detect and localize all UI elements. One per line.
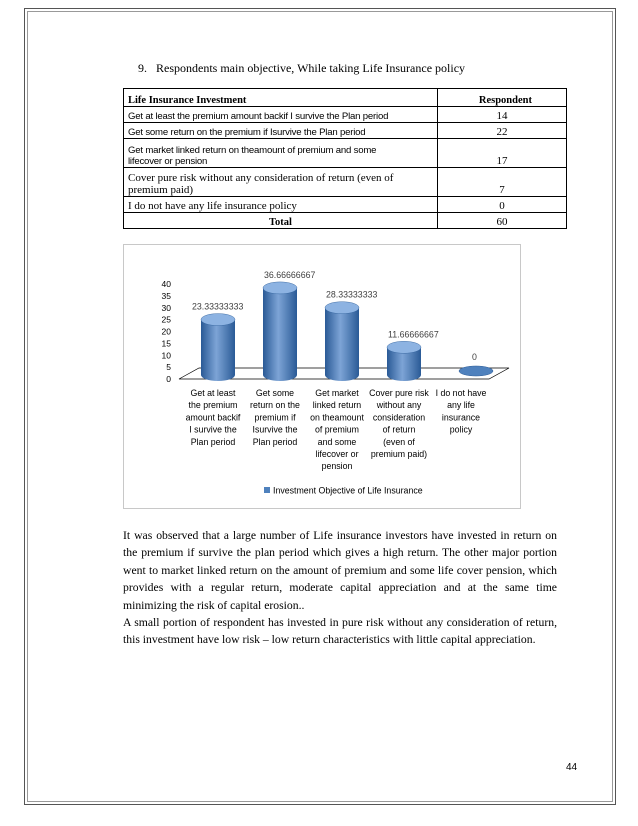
x-tick-label: Get some <box>255 388 295 398</box>
data-label: 28.33333333 <box>326 289 378 300</box>
table-row <box>124 168 567 197</box>
bar-top <box>387 341 421 353</box>
row-label-line1: Cover pure risk without any consideration of return (even of <box>128 172 394 184</box>
bar-top <box>459 366 493 376</box>
x-tick-label: I do not have <box>435 388 487 398</box>
x-tick-label: consideration <box>372 412 426 423</box>
row-label <box>124 139 438 168</box>
row-value: 0 <box>438 197 567 213</box>
x-tick-label: amount backif <box>185 412 241 423</box>
bar-top <box>201 314 235 326</box>
section-number: 9. <box>138 61 147 75</box>
data-label: 0 <box>472 352 477 362</box>
bar-chart <box>124 245 520 508</box>
row-value: 14 <box>438 107 567 123</box>
x-tick-label: policy <box>449 424 473 435</box>
x-tick-label: linked return <box>312 400 362 411</box>
x-tick-label: I survive the <box>189 424 237 435</box>
respondent-table <box>123 88 567 229</box>
x-tick-label: the premium <box>188 400 238 411</box>
table-row <box>124 107 567 123</box>
y-tick-label: 5 <box>166 362 171 373</box>
x-tick-label: of premium <box>315 424 359 435</box>
x-tick-label: Plan period <box>252 436 298 447</box>
x-tick-label: on theamount <box>310 412 364 423</box>
chart-container <box>123 244 521 509</box>
page-number: 44 <box>566 762 578 773</box>
bar-body <box>325 308 359 381</box>
x-tick-label: return on the <box>250 400 300 411</box>
legend-label: Investment Objective of Life Insurance <box>273 485 423 496</box>
row-label: I do not have any life insurance policy <box>124 197 438 213</box>
row-value: 7 <box>438 168 567 197</box>
table-header-row <box>124 89 567 107</box>
row-value: 17 <box>438 139 567 168</box>
paragraph: It was observed that a large number of Life insurance investors have invested in return on the premium if survive the plan period which gives a high return. The other major portion went to market linked return on the amount of premium and some life cover pension, which provides with a regular return, moderate capital appreciation and at the same time minimizing the risk of capital erosion.. <box>123 529 557 612</box>
table-row <box>124 139 567 168</box>
table-row <box>124 123 567 139</box>
x-tick-label: insurance <box>441 412 481 423</box>
body-text <box>123 527 557 649</box>
legend-swatch <box>264 487 270 493</box>
x-tick-label: of return <box>382 424 416 435</box>
bar-top <box>325 302 359 314</box>
x-tick-label: any life <box>447 400 475 411</box>
data-label: 36.66666667 <box>264 269 316 280</box>
y-tick-label: 25 <box>161 314 171 325</box>
row-value: 22 <box>438 123 567 139</box>
x-tick-label: and some <box>317 436 357 447</box>
bar-top <box>263 282 297 294</box>
x-tick-label: premium if <box>254 412 296 423</box>
y-tick-label: 40 <box>161 279 171 289</box>
header-investment: Life Insurance Investment <box>124 89 438 107</box>
x-tick-label: Plan period <box>190 436 236 447</box>
row-label-line2: premium paid) <box>128 184 194 196</box>
x-tick-label: Isurvive the <box>252 424 298 435</box>
section-heading <box>138 61 465 76</box>
x-tick-label: Cover pure risk <box>369 388 429 398</box>
y-tick-label: 10 <box>161 350 171 361</box>
y-tick-label: 35 <box>161 290 171 301</box>
row-label-line2: lifecover or pension <box>128 156 208 167</box>
total-value: 60 <box>438 213 567 229</box>
section-title: Respondents main objective, While taking Life Insurance policy <box>156 61 466 75</box>
y-tick-label: 0 <box>166 374 171 384</box>
y-tick-label: 15 <box>161 338 171 349</box>
table-total-row <box>124 213 567 229</box>
total-label: Total <box>124 213 438 229</box>
bar-body <box>263 288 297 381</box>
table-row <box>124 197 567 213</box>
row-label: Get some return on the premium if Isurvive the Plan period <box>124 123 438 139</box>
x-tick-label: Get market <box>315 388 359 398</box>
bar-body <box>201 320 235 381</box>
row-label <box>124 168 438 197</box>
x-tick-label: premium paid) <box>370 449 428 459</box>
row-label-line1: Get market linked return on theamount of premium and some <box>128 145 377 156</box>
y-tick-label: 20 <box>161 326 171 337</box>
x-tick-label: without any <box>376 400 422 411</box>
x-tick-label: (even of <box>383 436 415 447</box>
header-respondent: Respondent <box>438 89 567 107</box>
data-label: 23.33333333 <box>192 301 244 312</box>
data-label: 11.66666667 <box>388 329 439 340</box>
paragraph: A small portion of respondent has invested in pure risk without any consideration of return, this investment have low risk – low return characteristics with little capital appreciation. <box>123 616 557 647</box>
y-tick-label: 30 <box>161 302 171 313</box>
x-tick-label: lifecover or <box>315 449 359 459</box>
x-tick-label: Get at least <box>190 388 236 398</box>
row-label: Get at least the premium amount backif I survive the Plan period <box>124 107 438 123</box>
x-tick-label: pension <box>321 461 353 472</box>
